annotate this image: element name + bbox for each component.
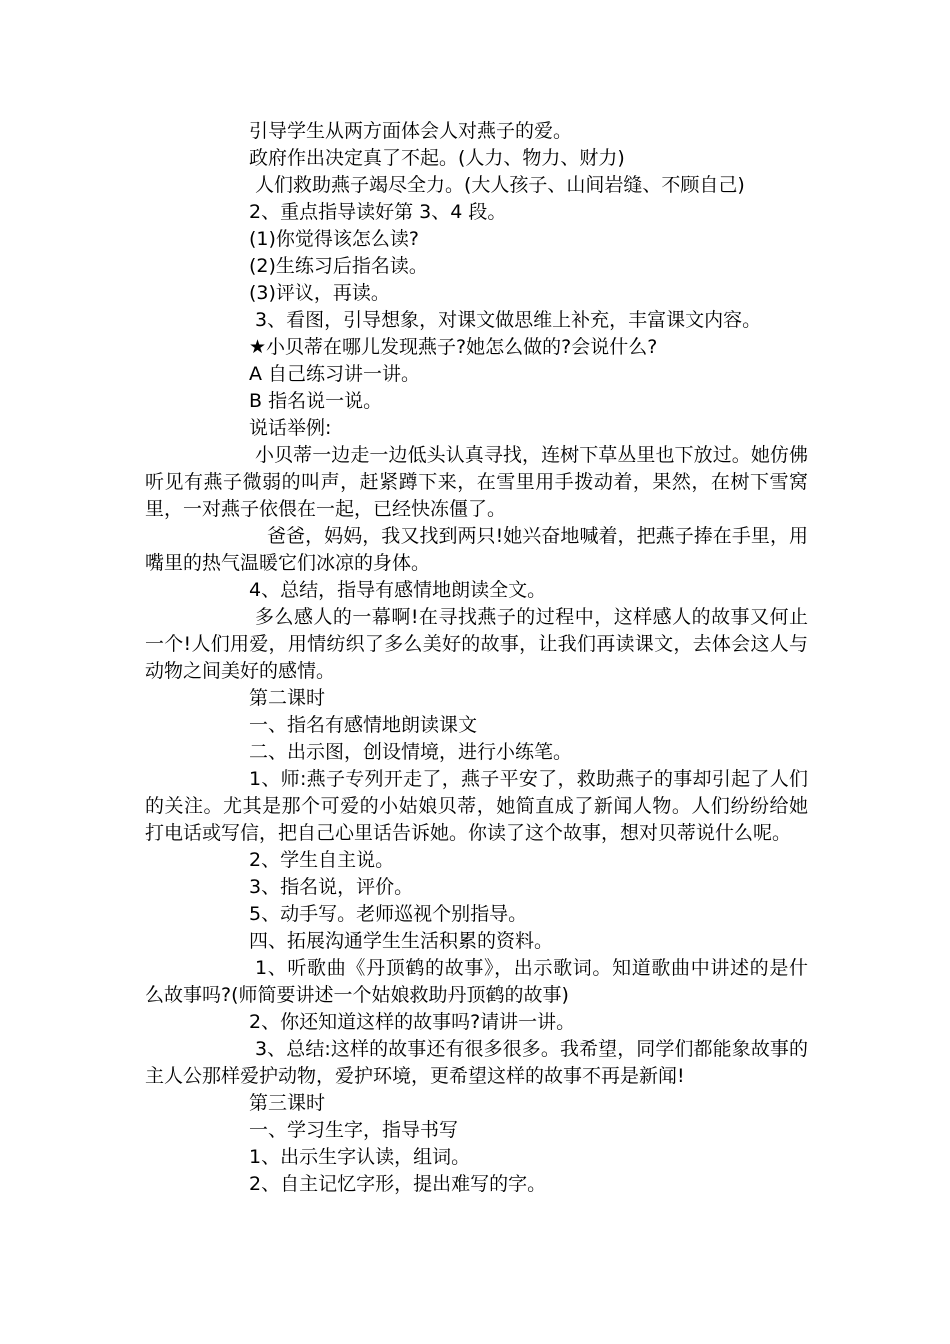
paragraph: 3、看图，引导想象，对课文做思维上补充，丰富课文内容。 bbox=[255, 309, 762, 331]
paragraph: 多么感人的一幕啊!在寻找燕子的过程中，这样感人的故事又何止一个!人们用爱，用情纺织了多么美好的故事，让我们再读课文，去体会这人与动物之间美好的感情。 bbox=[145, 606, 808, 682]
paragraph: 2、重点指导读好第 3、4 段。 bbox=[249, 201, 507, 223]
paragraph: 引导学生从两方面体会人对燕子的爱。 bbox=[249, 120, 573, 142]
paragraph: 政府作出决定真了不起。(人力、物力、财力) bbox=[249, 147, 625, 169]
paragraph: 一、指名有感情地朗读课文 bbox=[249, 714, 478, 736]
document-body bbox=[145, 118, 808, 1198]
paragraph: 1、听歌曲《丹顶鹤的故事》，出示歌词。知道歌曲中讲述的是什么故事吗?(师简要讲述一个姑娘救助丹顶鹤的故事) bbox=[145, 957, 808, 1006]
paragraph: 2、自主记忆字形，提出难写的字。 bbox=[249, 1173, 547, 1195]
paragraph: A 自己练习讲一讲。 bbox=[249, 363, 421, 385]
paragraph: 3、总结:这样的故事还有很多很多。我希望，同学们都能象故事的主人公那样爱护动物，爱护环境，更希望这样的故事不再是新闻! bbox=[145, 1038, 808, 1087]
paragraph: 3、指名说，评价。 bbox=[249, 876, 414, 898]
paragraph: 4、总结，指导有感情地朗读全文。 bbox=[249, 579, 547, 601]
paragraph: ★小贝蒂在哪儿发现燕子?她怎么做的?会说什么? bbox=[249, 336, 658, 358]
paragraph: (3)评议，再读。 bbox=[249, 282, 390, 304]
paragraph: 2、学生自主说。 bbox=[249, 849, 395, 871]
paragraph: 5、动手写。老师巡视个别指导。 bbox=[249, 903, 528, 925]
paragraph: (1)你觉得该怎么读? bbox=[249, 228, 419, 250]
section-heading: 第二课时 bbox=[249, 687, 326, 709]
paragraph: 人们救助燕子竭尽全力。(大人孩子、山间岩缝、不顾自己) bbox=[255, 174, 745, 196]
paragraph: 2、你还知道这样的故事吗?请讲一讲。 bbox=[249, 1011, 576, 1033]
paragraph: (2)生练习后指名读。 bbox=[249, 255, 428, 277]
paragraph: 爸爸，妈妈，我又找到两只!她兴奋地喊着，把燕子捧在手里，用嘴里的热气温暖它们冰凉的身体。 bbox=[145, 525, 808, 574]
paragraph: 二、出示图，创设情境，进行小练笔。 bbox=[249, 741, 573, 763]
section-heading: 第三课时 bbox=[249, 1092, 326, 1114]
paragraph: 1、出示生字认读，组词。 bbox=[249, 1146, 471, 1168]
paragraph: 1、师:燕子专列开走了，燕子平安了，救助燕子的事却引起了人们的关注。尤其是那个可爱的小姑娘贝蒂，她简直成了新闻人物。人们纷纷给她打电话或写信，把自己心里话告诉她。你读了这个故事，想对贝蒂说什么呢。 bbox=[145, 768, 808, 844]
paragraph: 一、学习生字，指导书写 bbox=[249, 1119, 459, 1141]
paragraph: B 指名说一说。 bbox=[249, 390, 383, 412]
paragraph: 说话举例: bbox=[249, 417, 332, 439]
paragraph: 小贝蒂一边走一边低头认真寻找，连树下草丛里也下放过。她仿佛听见有燕子微弱的叫声，赶紧蹲下来，在雪里用手拨动着，果然，在树下雪窝里，一对燕子依偎在一起，已经快冻僵了。 bbox=[145, 444, 808, 520]
paragraph: 四、拓展沟通学生生活积累的资料。 bbox=[249, 930, 554, 952]
